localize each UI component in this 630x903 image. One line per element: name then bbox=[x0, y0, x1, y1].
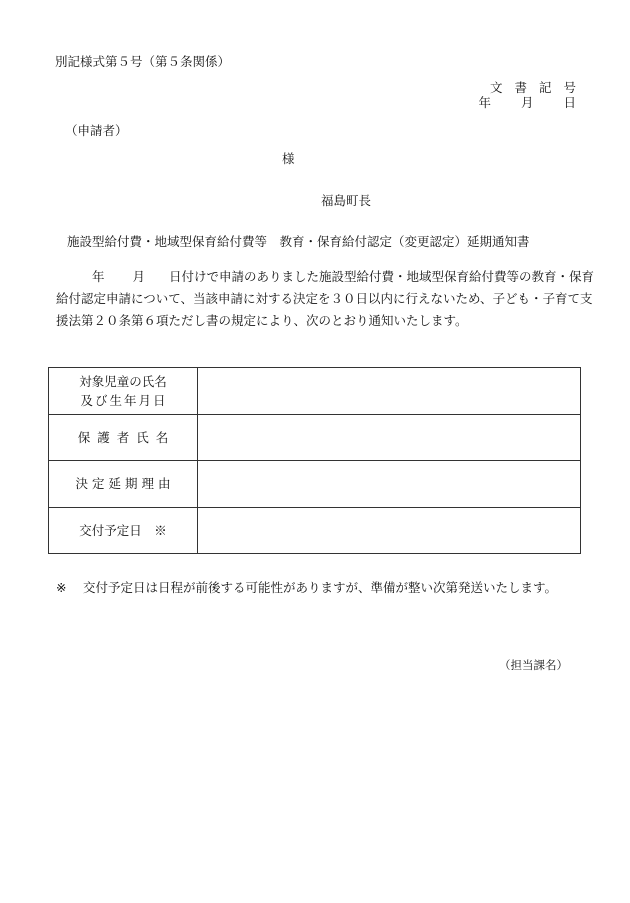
child-name-birthdate-field[interactable] bbox=[198, 368, 581, 415]
body-paragraph bbox=[56, 266, 595, 332]
postponement-reason-field[interactable] bbox=[198, 461, 581, 508]
date-month-label: 月 bbox=[520, 95, 534, 110]
body-line-1 bbox=[56, 266, 595, 288]
table-row bbox=[49, 368, 581, 415]
issue-date bbox=[478, 95, 576, 110]
footnote-mark: ※ bbox=[56, 580, 67, 595]
guardian-name-label: 保護者氏名 bbox=[49, 414, 198, 461]
department-contact: （担当課名） bbox=[499, 658, 568, 672]
scheduled-issue-date-label: 交付予定日 ※ bbox=[49, 507, 198, 554]
body-line-2: 給付認定申請について、当該申請に対する決定を３０日以内に行えないため、子ども・子育て支 bbox=[56, 291, 593, 306]
form-number: 別記様式第５号（第５条関係） bbox=[55, 54, 231, 69]
honorific-sama: 様 bbox=[282, 151, 295, 166]
child-name-birthdate-label bbox=[49, 368, 198, 415]
applicant-label: （申請者） bbox=[65, 123, 128, 138]
scheduled-issue-date-field[interactable] bbox=[198, 507, 581, 554]
footnote bbox=[56, 578, 557, 596]
body-month-label: 月 bbox=[132, 269, 146, 284]
date-year-label: 年 bbox=[478, 95, 491, 110]
child-name-label-line-1: 対象児童の氏名 bbox=[79, 373, 167, 389]
body-line-3: 援法第２０条第６項ただし書の規定により、次のとおり通知いたします。 bbox=[56, 313, 468, 328]
guardian-name-field[interactable] bbox=[198, 414, 581, 461]
date-day-label: 日 bbox=[563, 95, 576, 110]
notification-table bbox=[48, 367, 581, 554]
child-name-label-line-2: 及び生年月日 bbox=[80, 392, 168, 408]
document-number-label: 文書記号 bbox=[489, 80, 588, 95]
table-row bbox=[49, 414, 581, 461]
body-line-1-text: 日付けで申請のありました施設型給付費・地域型保育給付費等の教育・保育 bbox=[169, 269, 595, 284]
postponement-reason-label: 決定延期理由 bbox=[49, 461, 198, 508]
footnote-text: 交付予定日は日程が前後する可能性がありますが、準備が整い次第発送いたします。 bbox=[83, 580, 558, 595]
table-row bbox=[49, 461, 581, 508]
document-title: 施設型給付費・地域型保育給付費等 教育・保育給付認定（変更認定）延期通知書 bbox=[67, 234, 530, 249]
table-row bbox=[49, 507, 581, 554]
sender-mayor: 福島町長 bbox=[321, 193, 372, 208]
body-year-label: 年 bbox=[92, 269, 105, 284]
document-meta bbox=[478, 80, 588, 110]
